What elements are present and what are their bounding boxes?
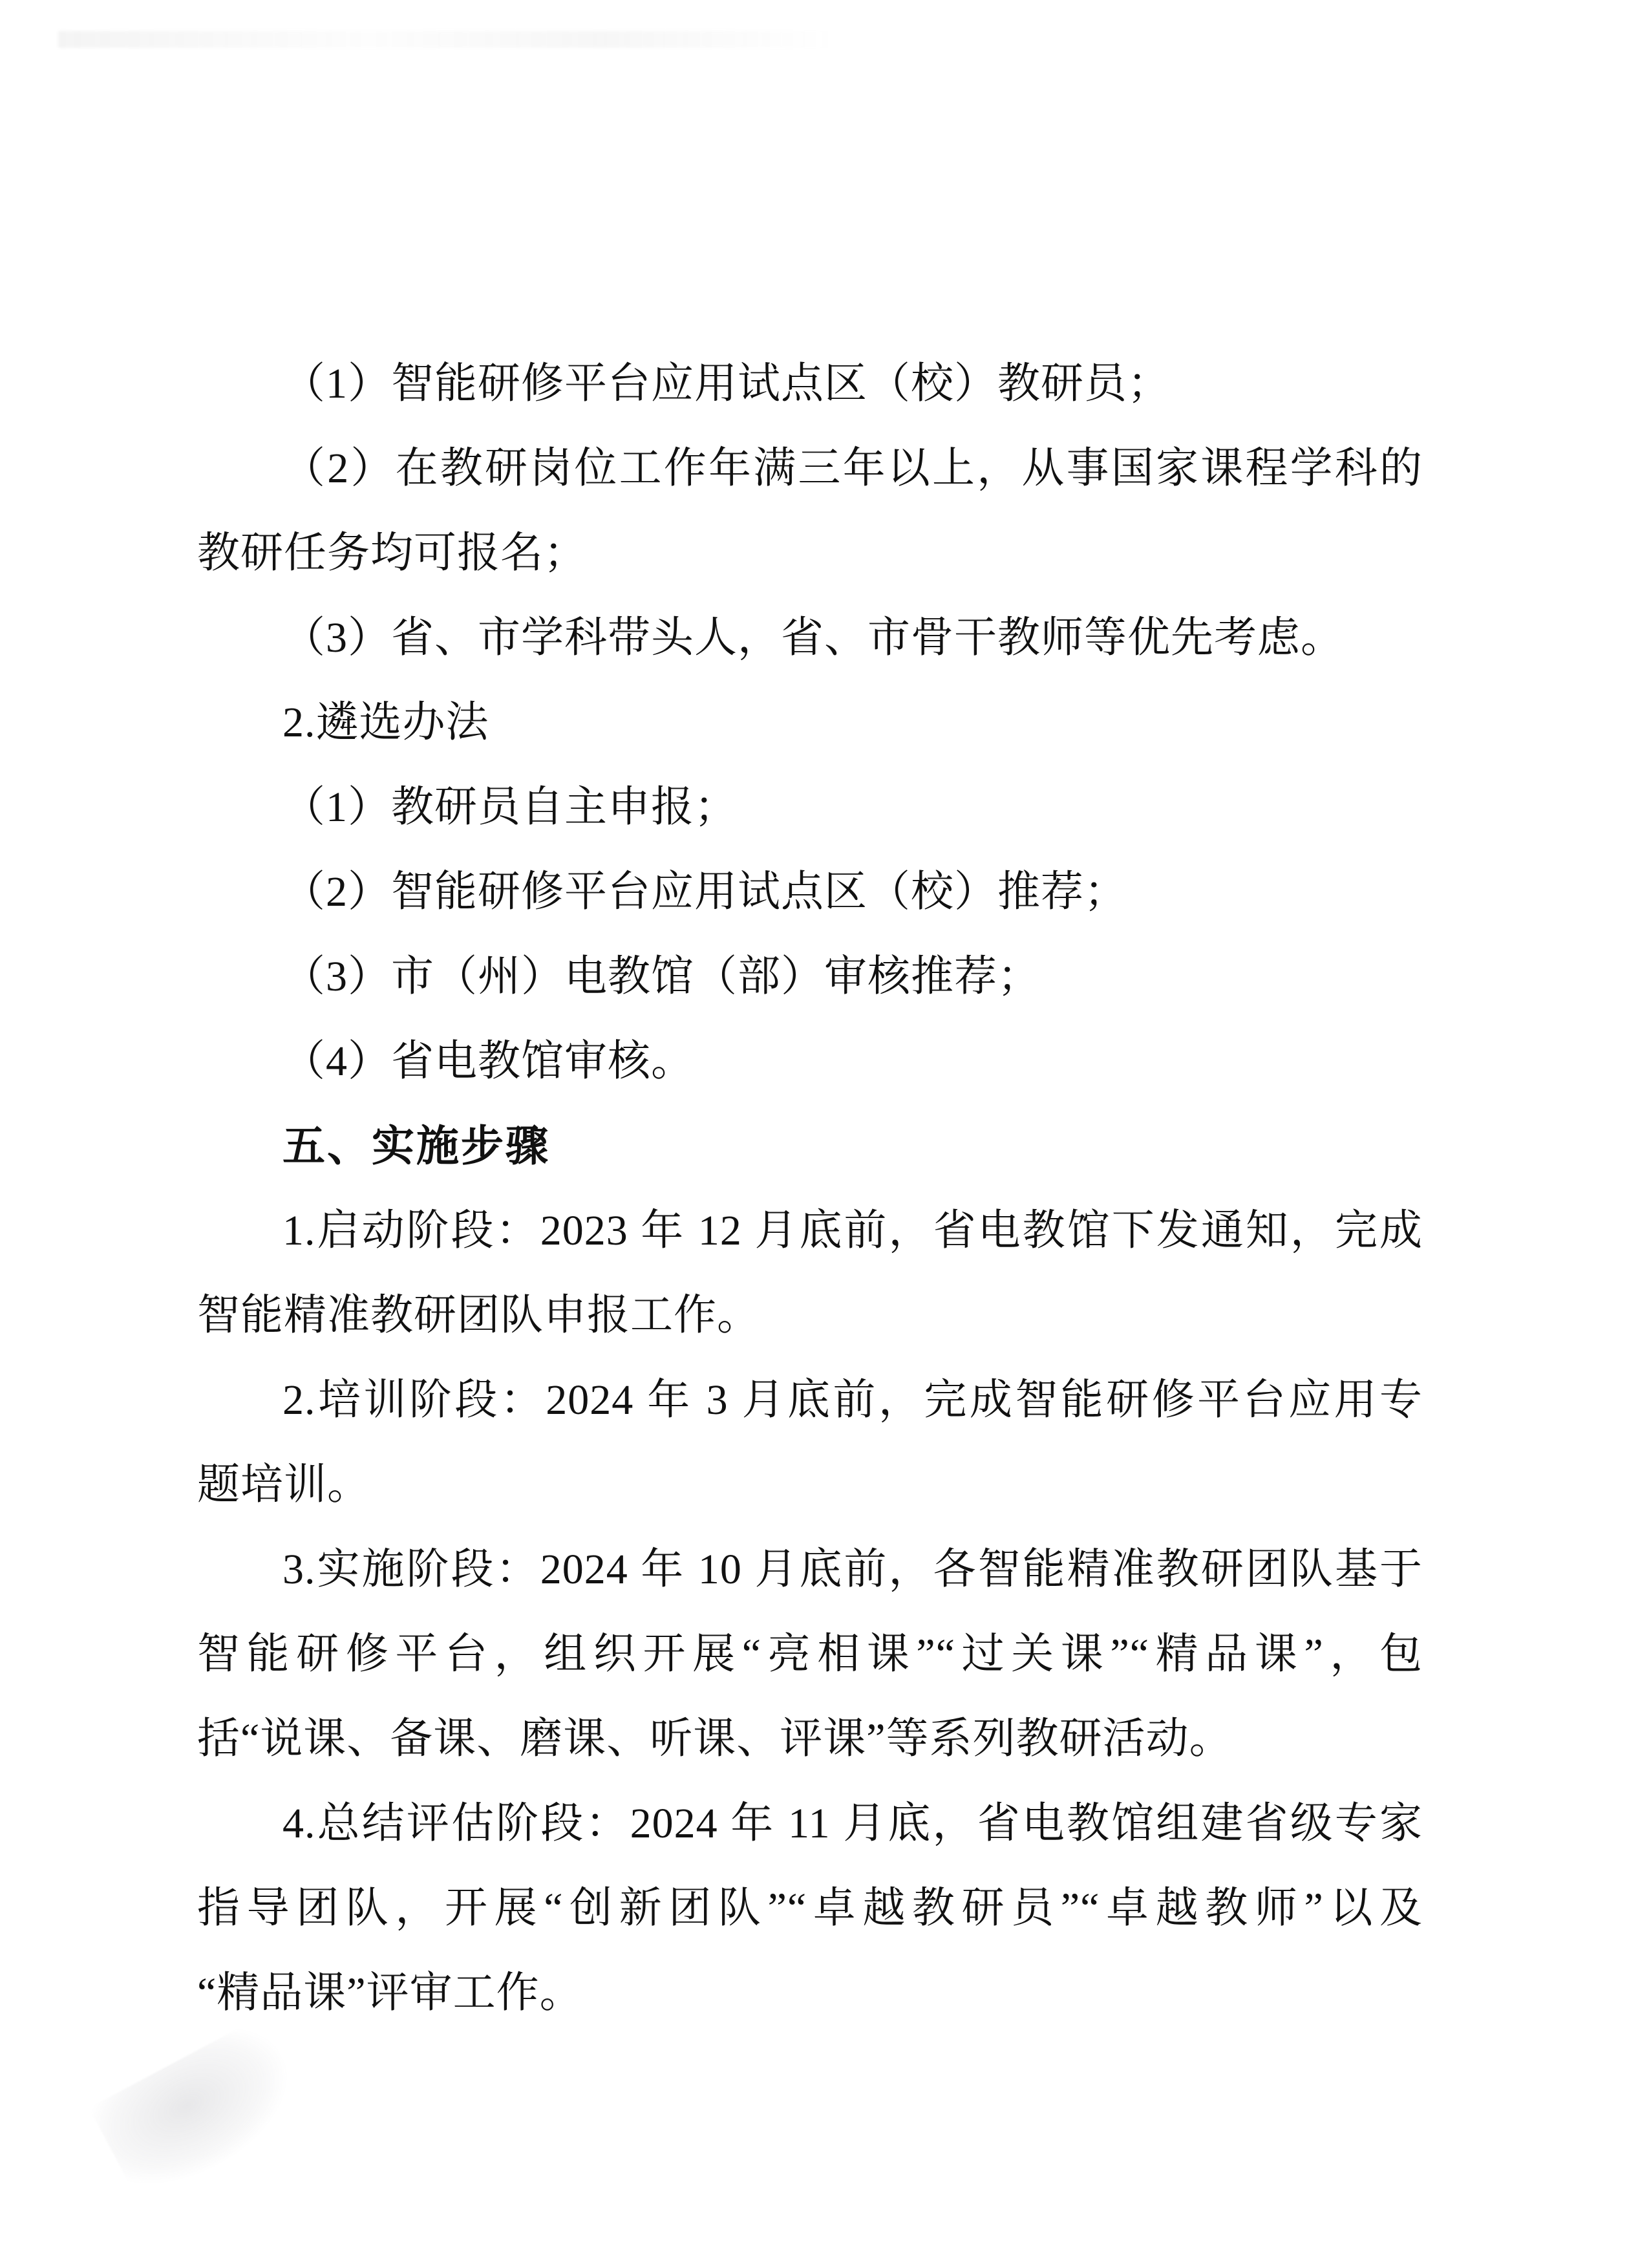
text-line-method-2: （2）智能研修平台应用试点区（校）推荐； [282,868,1127,915]
text-line-step-3: 3.实施阶段：2024 年 10 月底前，各智能精准教研团队基于 [282,1546,1423,1593]
text-line-item-2-cont: 教研任务均可报名； [197,530,587,577]
document-text-block [197,341,1423,2035]
text-line-method-4: （4）省电教馆审核。 [282,1038,694,1085]
text-line-step-4: 4.总结评估阶段：2024 年 11 月底，省电教馆组建省级专家 [282,1800,1423,1847]
text-line-step-1-cont: 智能精准教研团队申报工作。 [197,1292,760,1339]
section-heading-implementation-steps: 五、实施步骤 [282,1122,550,1170]
text-line-method-3: （3）市（州）电教馆（部）审核推荐； [282,953,1041,1000]
text-line-step-3-cont-2: 括“说课、备课、磨课、听课、评课”等系列教研活动。 [197,1715,1233,1762]
text-line-step-2-cont: 题培训。 [197,1461,370,1508]
text-line-item-3: （3）省、市学科带头人，省、市骨干教师等优先考虑。 [282,614,1344,661]
text-line-step-4-cont-2: “精品课”评审工作。 [197,1969,583,2017]
text-line-step-1: 1.启动阶段：2023 年 12 月底前，省电教馆下发通知，完成 [282,1207,1423,1254]
text-line-step-2: 2.培训阶段：2024 年 3 月底前，完成智能研修平台应用专 [282,1376,1423,1424]
text-line-step-4-cont-1: 指导团队，开展“创新团队”“卓越教研员”“卓越教师”以及 [197,1885,1423,1932]
text-line-item-2: （2）在教研岗位工作年满三年以上，从事国家课程学科的 [282,445,1423,492]
text-line-method-1: （1）教研员自主申报； [282,784,738,831]
scan-edge-noise [58,31,834,48]
text-line-selection-method: 2.遴选办法 [282,699,489,746]
scan-smudge-artifact [89,2017,312,2205]
text-line-step-3-cont-1: 智能研修平台，组织开展“亮相课”“过关课”“精品课”，包 [197,1631,1423,1678]
text-line-item-1: （1）智能研修平台应用试点区（校）教研员； [282,360,1171,407]
